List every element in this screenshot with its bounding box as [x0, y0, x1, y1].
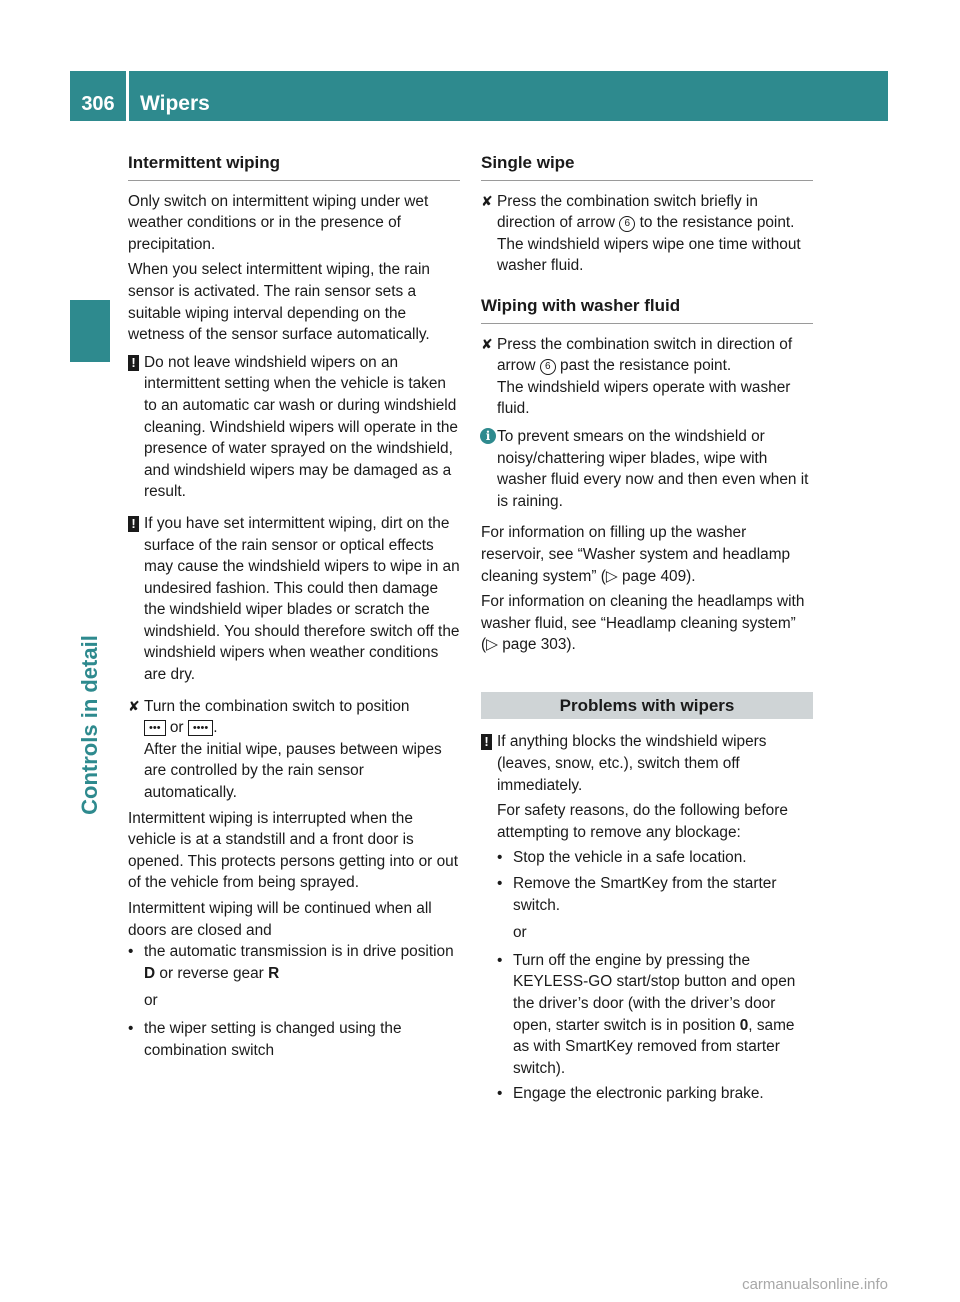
paragraph: Intermittent wiping is interrupted when the vehicle is at a standstill and a front door is opened. This protects persons getting into or out of the vehicle from being sprayed. — [128, 809, 458, 892]
section-heading-single-wipe: Single wipe — [481, 152, 813, 181]
bullet-icon: • — [128, 1019, 134, 1037]
bullet-icon: • — [497, 849, 503, 867]
paragraph: For information on cleaning the headlamps with washer fluid, see “Headlamp cleaning system” (▷ page 303). — [481, 593, 805, 654]
arrow-label-icon: 6 — [540, 359, 556, 375]
paragraph: For safety reasons, do the following before attempting to remove any blockage: — [497, 802, 788, 841]
instruction-step: ✘ Press the combination switch in direction of arrow 6 past the resistance point. The windshield wipers operate with washer fluid. — [481, 334, 813, 420]
section-heading-washer: Wiping with washer fluid — [481, 295, 813, 324]
or-text: or — [513, 924, 527, 942]
step-result: After the initial wipe, pauses between wipes are controlled by the rain sensor automatically. — [144, 740, 442, 802]
info-icon: i — [480, 428, 496, 444]
bullet-icon: • — [497, 875, 503, 893]
list-item: • the automatic transmission is in drive position D or reverse gear R — [128, 943, 454, 982]
exclamation-icon: ! — [128, 516, 139, 532]
info-note: i To prevent smears on the windshield or noisy/chattering wiper blades, wipe with washer fluid every now and then even when it is raining. — [481, 426, 813, 512]
watermark: carmanualsonline.info — [742, 1276, 888, 1293]
paragraph: Intermittent wiping will be continued when all doors are closed and — [128, 900, 432, 939]
step-text: Turn the combination switch to position — [144, 697, 410, 715]
exclamation-icon: ! — [128, 355, 139, 371]
warning-text: If you have set intermittent wiping, dirt on the surface of the rain sensor or optical effects may cause the windshield wipers to wipe in an undesired fashion. This could then damage the windshield wiper blades or scratch the windshield. You should therefore switch off the windshield wipers when weather conditions are dry. — [144, 514, 460, 684]
instruction-step: ✘ Turn the combination switch to position ••• or •••• . After the initial wipe, pauses between wipes are controlled by the rain sensor automatically. — [128, 696, 460, 804]
side-tab-label: Controls in detail — [77, 635, 102, 815]
warning-text: Do not leave windshield wipers on an intermittent setting when the vehicle is taken to an automatic car wash or during windshield cleaning. Windshield wipers will operate in the presence of water sprayed on the windshield, and windshield wipers may be damaged as a result. — [144, 353, 458, 501]
list-item: • Stop the vehicle in a safe location. — [497, 847, 813, 869]
list-item: • the wiper setting is changed using the combination switch — [128, 1019, 402, 1059]
right-column — [481, 152, 813, 1109]
wiper-position-icon: •••• — [188, 720, 213, 736]
bullet-icon: • — [497, 1085, 503, 1103]
page-number: 306 — [81, 93, 115, 115]
bullet-icon: • — [128, 943, 134, 961]
page-title: Wipers — [140, 92, 210, 115]
warning-note — [128, 352, 460, 503]
or-text: or — [144, 992, 158, 1010]
step-arrow-icon: ✘ — [481, 335, 493, 352]
step-result: The windshield wipers wipe one time without washer fluid. — [497, 235, 801, 275]
warning-note — [128, 513, 460, 686]
bullet-icon: • — [497, 951, 503, 969]
section-heading-problems: Problems with wipers — [481, 692, 813, 720]
list-item: • Engage the electronic parking brake. — [497, 1083, 813, 1105]
side-tab-block — [70, 300, 110, 362]
section-heading-intermittent: Intermittent wiping — [128, 152, 460, 181]
paragraph: Only switch on intermittent wiping under wet weather conditions or in the presence of precipitation. — [128, 192, 429, 253]
exclamation-icon: ! — [481, 734, 492, 750]
arrow-label-icon: 6 — [619, 216, 635, 232]
step-result: The windshield wipers operate with washer fluid. — [497, 378, 791, 418]
warning-note: ! If anything blocks the windshield wipers (leaves, snow, etc.), switch them off immediately. — [481, 731, 813, 796]
side-tab — [70, 370, 110, 1080]
instruction-step: ✘ Press the combination switch briefly in direction of arrow 6 to the resistance point. The windshield wipers wipe one time without washer fluid. — [481, 191, 813, 277]
list-item: • Remove the SmartKey from the starter switch. — [497, 875, 777, 914]
step-arrow-icon: ✘ — [128, 697, 140, 714]
paragraph: When you select intermittent wiping, the rain sensor is activated. The rain sensor sets a suitable wiping interval depending on the wetness of the sensor surface automatically. — [128, 261, 430, 344]
left-column — [128, 152, 460, 1065]
wiper-position-icon: ••• — [144, 720, 166, 736]
step-arrow-icon: ✘ — [481, 192, 493, 209]
list-item: • Turn off the engine by pressing the KEYLESS-GO start/stop button and open the driver’s door (with the driver’s door open, starter switch is in position 0, same as with SmartKey removed from starter switch). — [497, 951, 796, 1077]
paragraph: For information on filling up the washer reservoir, see “Washer system and headlamp cleaning system” (▷ page 409). — [481, 524, 791, 585]
header-divider — [126, 71, 129, 121]
step-or: or — [169, 719, 184, 737]
